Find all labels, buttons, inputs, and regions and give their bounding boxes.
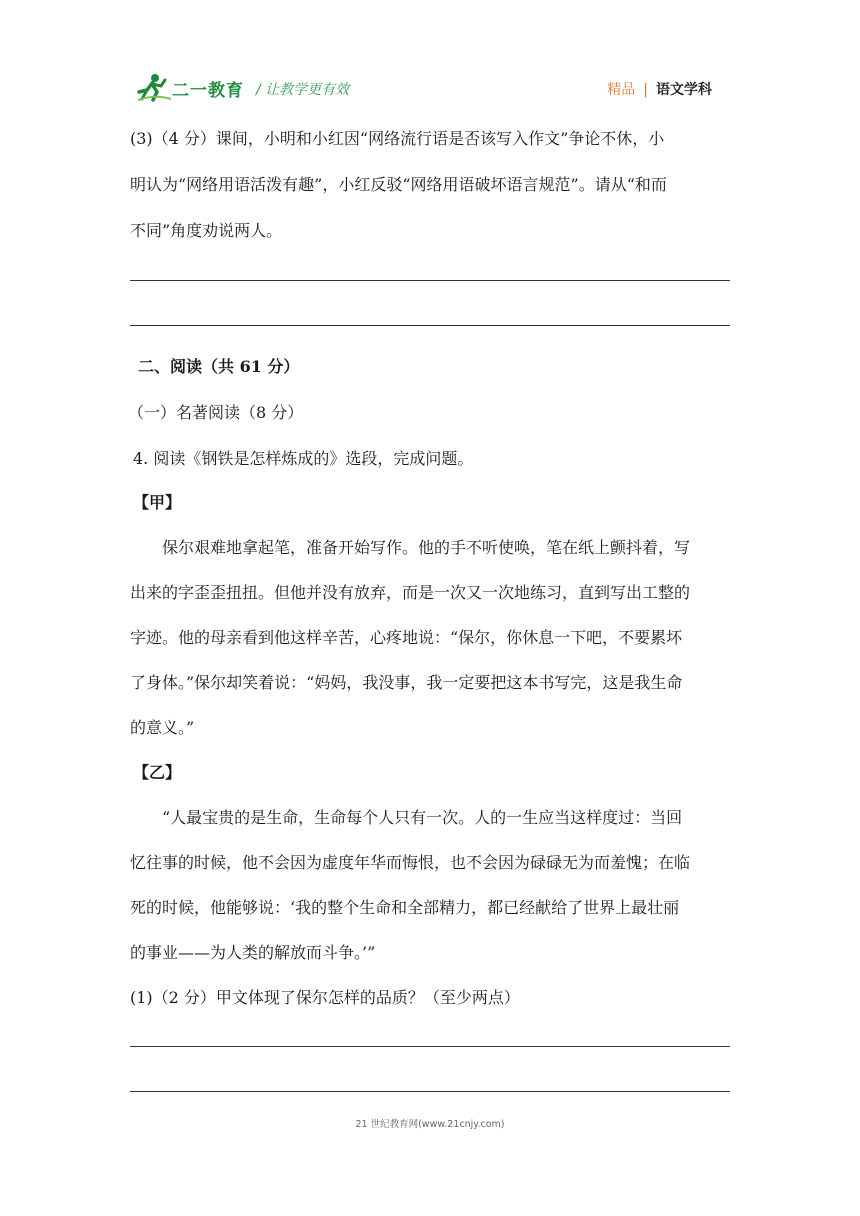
answer-line [130, 1046, 730, 1047]
passage-yi-line: 死的时候，他能够说：‘我的整个生命和全部精力，都已经献给了世界上最壮丽 [130, 898, 680, 917]
answer-line [130, 325, 730, 326]
passage-jia-label: 【甲】 [133, 493, 182, 512]
section-title: 二、阅读（共 61 分） [138, 357, 300, 376]
q3-line-3: 不同”角度劝说两人。 [130, 221, 283, 240]
passage-jia-line: 字迹。他的母亲看到他这样辛苦，心疼地说：“保尔，你休息一下吧，不要累坏 [130, 628, 683, 647]
passage-jia-line: 了身体。”保尔却笑着说：“妈妈，我没事，我一定要把这本书写完，这是我生命 [130, 673, 683, 692]
passage-jia-line: 的意义。” [130, 718, 195, 737]
q3-line-1: (3)（4 分）课间，小明和小红因“网络流行语是否该写入作文”争论不休，小 [130, 129, 665, 148]
header-separator: | [643, 82, 648, 98]
answer-line [130, 280, 730, 281]
subject-label: 语文学科 [656, 82, 712, 98]
passage-jia-line: 保尔艰难地拿起笔，准备开始写作。他的手不听使唤，笔在纸上颤抖着，写 [162, 538, 691, 557]
quality-label: 精品 [607, 82, 636, 98]
passage-jia-line: 出来的字歪歪扭扭。但他并没有放弃，而是一次又一次地练习，直到写出工整的 [130, 583, 691, 602]
passage-yi-label: 【乙】 [133, 763, 182, 782]
q3-line-2: 明认为“网络用语活泼有趣”，小红反驳“网络用语破坏语言规范”。请从“和而 [130, 175, 667, 194]
page-header [130, 66, 730, 110]
answer-line [130, 1091, 730, 1092]
brand-slogan: / 让教学更有效 [256, 82, 350, 98]
passage-yi-line: 的事业——为人类的解放而斗争。’” [130, 943, 376, 962]
page-footer: 21 世纪教育网(www.21cnjy.com) [355, 1119, 505, 1130]
question-4-prompt: 4. 阅读《钢铁是怎样炼成的》选段，完成问题。 [133, 449, 474, 468]
passage-yi-line: 忆往事的时候，他不会因为虚度年华而悔恨，也不会因为碌碌无为而羞愧；在临 [130, 853, 691, 872]
brand-name: 二一教育 [172, 81, 244, 101]
passage-yi-line: “人最宝贵的是生命，生命每个人只有一次。人的一生应当这样度过：当回 [162, 808, 683, 827]
question-4-1-prompt: (1)（2 分）甲文体现了保尔怎样的品质？（至少两点） [130, 988, 520, 1007]
part-title: （一）名著阅读（8 分） [128, 403, 304, 422]
header-right [607, 79, 712, 99]
